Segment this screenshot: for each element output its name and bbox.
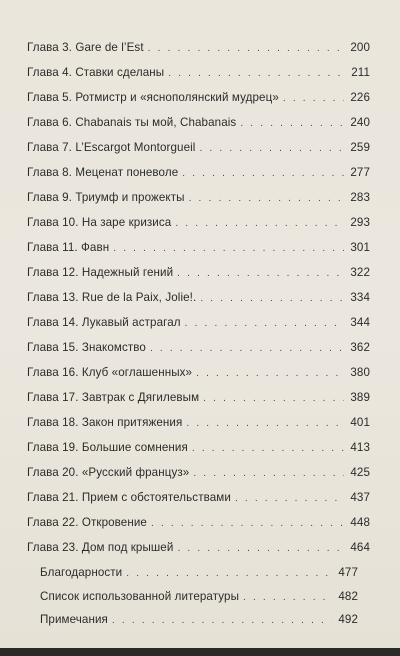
leader-dots: [199, 143, 344, 154]
toc-entry-page: 482: [338, 590, 358, 603]
leader-dots: [182, 168, 344, 179]
toc-entry-title: Глава 20. «Русский француз»: [27, 466, 190, 479]
toc-entry: [27, 266, 370, 279]
toc-entry-page: 240: [350, 116, 370, 129]
leader-dots: [177, 268, 344, 279]
page-bottom-edge: [0, 648, 400, 656]
toc-entry-title: Глава 9. Триумф и прожекты: [27, 191, 185, 204]
toc-entry-page: 448: [350, 516, 370, 529]
toc-entry-page: 464: [350, 541, 370, 554]
toc-entry: [27, 391, 370, 404]
toc-entry-title: Список использованной литературы: [40, 590, 240, 603]
toc-entry-title: Глава 19. Большие сомнения: [27, 441, 188, 454]
toc-entry-page: 425: [350, 466, 370, 479]
toc-entry-page: 477: [338, 566, 358, 579]
toc-entry-title: Благодарности: [40, 566, 123, 579]
toc-entry-title: Глава 14. Лукавый астрагал: [27, 316, 181, 329]
toc-entry-page: 492: [338, 613, 358, 626]
toc-entry-page: 334: [350, 291, 370, 304]
leader-dots: [240, 118, 344, 129]
leader-dots: [196, 368, 344, 379]
toc-entry: [27, 441, 370, 454]
leader-dots: [243, 592, 332, 603]
toc-entry: [27, 291, 370, 304]
toc-entry-title: Глава 23. Дом под крышей: [27, 541, 174, 554]
toc-entry-title: Глава 17. Завтрак с Дягилевым: [27, 391, 200, 404]
toc-entry: [27, 316, 370, 329]
toc-entry-title: Глава 21. Прием с обстоятельствами: [27, 491, 231, 504]
toc-entry-title: Глава 22. Откровение: [27, 516, 147, 529]
toc-entry: [27, 91, 370, 104]
toc-entry: [27, 466, 370, 479]
leader-dots: [112, 615, 332, 626]
toc-entry-title: Глава 4. Ставки сделаны: [27, 66, 165, 79]
toc-entry-page: 259: [350, 141, 370, 154]
toc-entry: [27, 216, 370, 229]
toc-entry: [27, 116, 370, 129]
toc-entry: [27, 366, 370, 379]
leader-dots: [203, 393, 344, 404]
leader-dots: [150, 343, 344, 354]
leader-dots: [189, 193, 344, 204]
leader-dots: [193, 468, 344, 479]
toc-entry-title: Глава 18. Закон притяжения: [27, 416, 183, 429]
toc-entry-page: 413: [350, 441, 370, 454]
toc-entry-page: 322: [350, 266, 370, 279]
toc-entry-title: Глава 6. Chabanais ты мой, Chabanais: [27, 116, 237, 129]
toc-entry-page: 226: [350, 91, 370, 104]
toc-entry: [27, 516, 370, 529]
leader-dots: [185, 318, 344, 329]
toc-entry-page: 277: [350, 166, 370, 179]
toc-entry-title: Глава 10. На заре кризиса: [27, 216, 172, 229]
toc-entry-page: 211: [351, 66, 370, 79]
leader-dots: [235, 493, 344, 504]
toc-backmatter-entry: [40, 566, 358, 579]
toc-entry-title: Глава 7. L’Escargot Montorgueil: [27, 141, 196, 154]
toc-entry-title: Глава 15. Знакомство: [27, 341, 146, 354]
toc-entry-page: 301: [350, 241, 370, 254]
toc-entry-page: 283: [350, 191, 370, 204]
leader-dots: [192, 443, 344, 454]
toc-entry: [27, 416, 370, 429]
toc-entry: [27, 66, 370, 79]
toc-entry-title: Глава 5. Ротмистр и «яснополянский мудрец»: [27, 91, 279, 104]
leader-dots: [186, 418, 344, 429]
toc-entry: [27, 241, 370, 254]
leader-dots: [151, 518, 344, 529]
leader-dots: [168, 68, 344, 79]
toc-entry: [27, 166, 370, 179]
toc-entry: [27, 141, 370, 154]
toc-backmatter-entry: [40, 613, 358, 626]
toc-entry-page: 389: [350, 391, 370, 404]
leader-dots: [113, 243, 344, 254]
toc-entry-page: 380: [350, 366, 370, 379]
leader-dots: [177, 543, 344, 554]
toc-entry-title: Примечания: [40, 613, 108, 626]
leader-dots: [126, 568, 332, 579]
toc-entry: [27, 191, 370, 204]
toc-entry-page: 362: [350, 341, 370, 354]
leader-dots: [148, 43, 344, 54]
toc-entry-title: Глава 16. Клуб «оглашенных»: [27, 366, 193, 379]
toc-entry: [27, 491, 370, 504]
leader-dots: [283, 93, 344, 104]
toc-entry: [27, 341, 370, 354]
toc-entry-title: Глава 3. Gare de l’Est: [27, 41, 144, 54]
toc-entry: [27, 41, 370, 54]
leader-dots: [175, 218, 344, 229]
toc-entry-page: 401: [350, 416, 370, 429]
toc-backmatter-entry: [40, 590, 358, 603]
toc-entry-title: Глава 13. Rue de la Paix, Jolie!.: [27, 291, 197, 304]
toc-entry: [27, 541, 370, 554]
leader-dots: [200, 293, 344, 304]
toc-entry-page: 293: [350, 216, 370, 229]
toc-entry-page: 344: [350, 316, 370, 329]
toc-entry-page: 437: [350, 491, 370, 504]
toc-entry-title: Глава 8. Меценат поневоле: [27, 166, 179, 179]
toc-entry-page: 200: [350, 41, 370, 54]
toc-entry-title: Глава 11. Фавн: [27, 241, 110, 254]
toc-entry-title: Глава 12. Надежный гений: [27, 266, 174, 279]
